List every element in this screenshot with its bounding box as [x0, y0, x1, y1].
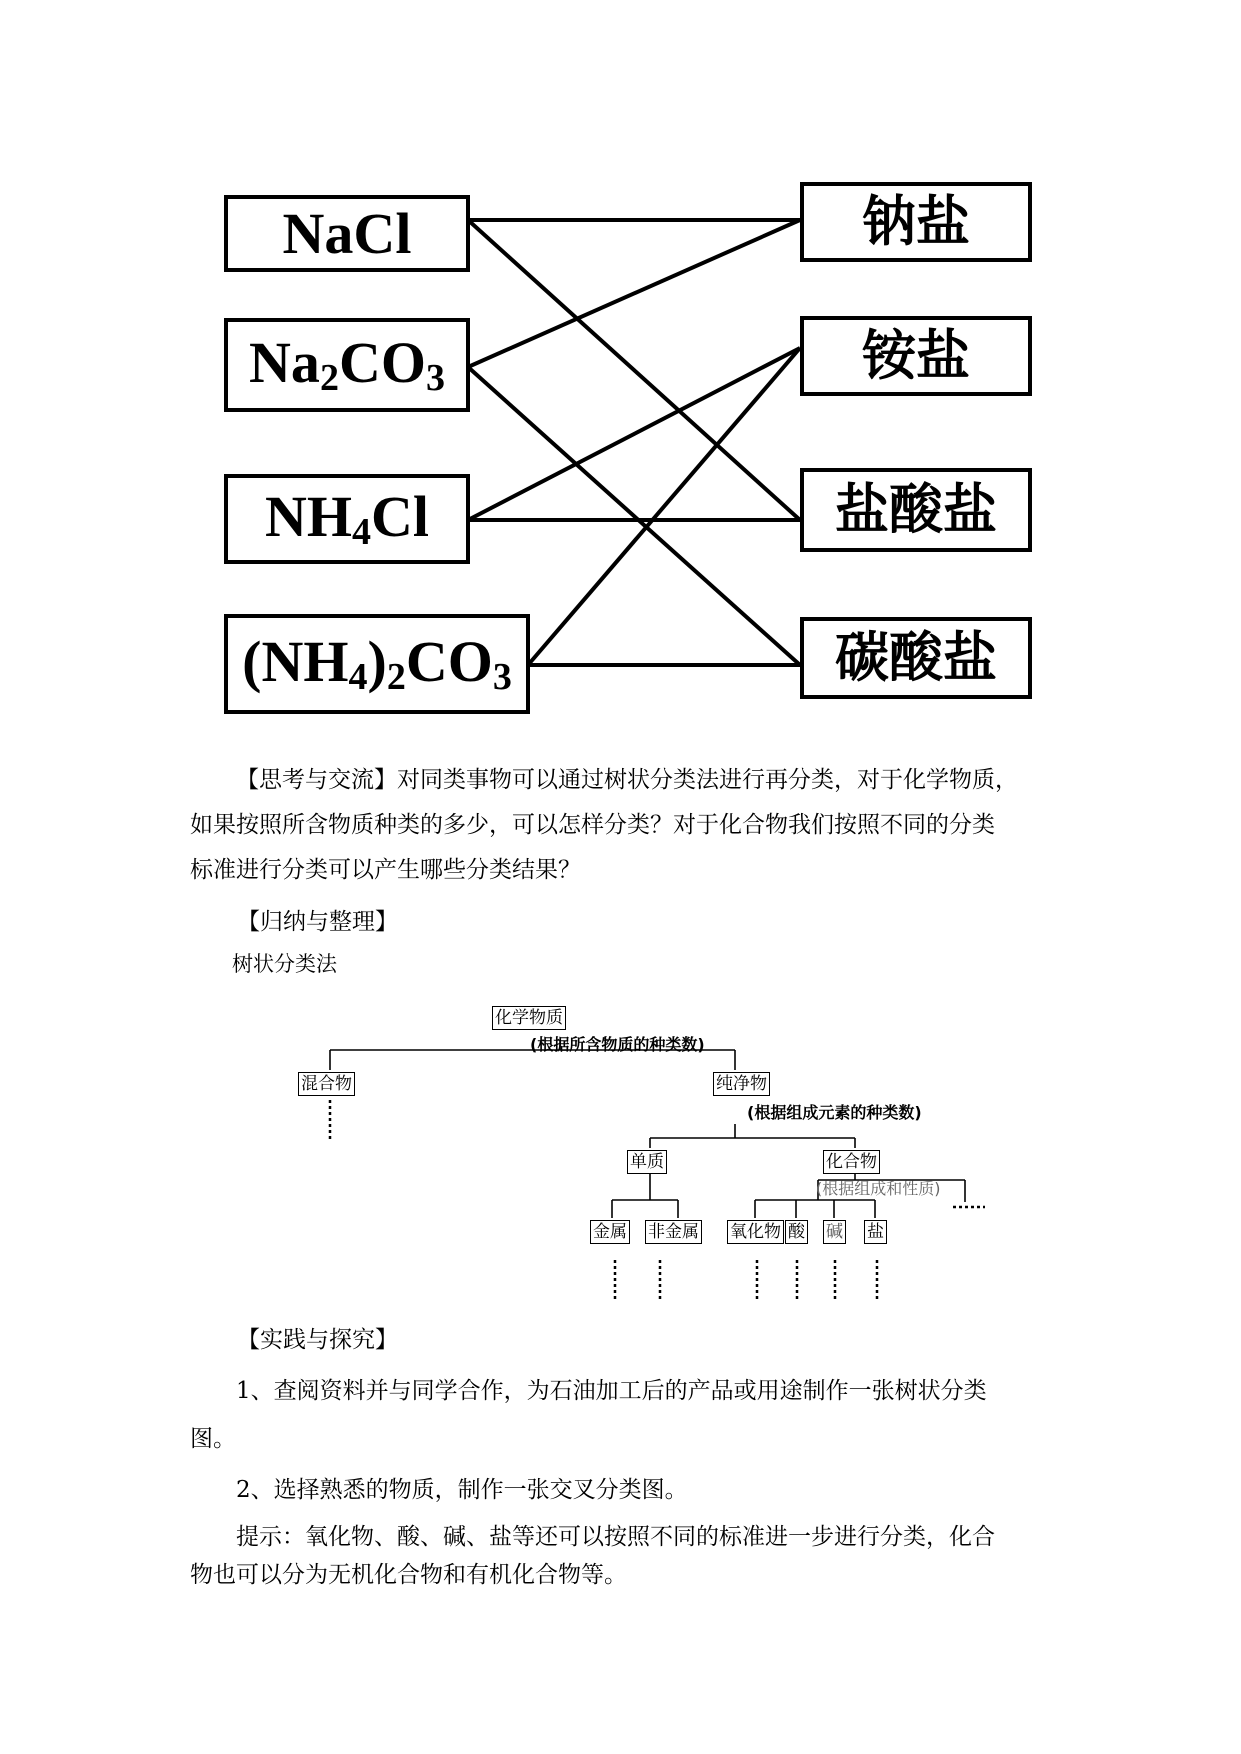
thinking-line-1: 【思考与交流】对同类事物可以通过树状分类法进行再分类，对于化学物质， [236, 767, 1018, 793]
hint-line-1: 提示：氧化物、酸、碱、盐等还可以按照不同的标准进一步进行分类，化合 [236, 1524, 995, 1550]
node-chemical-substance: 化学物质 [492, 1006, 566, 1030]
label-ammonium-salt: 铵盐 [862, 324, 970, 387]
summary-heading: 【归纳与整理】 [237, 909, 398, 935]
practice-hint [190, 1518, 1050, 1594]
node-acid: 酸 [785, 1220, 808, 1244]
practice-heading: 【实践与探究】 [237, 1327, 398, 1353]
practice-item-1-line-2: 图。 [190, 1426, 236, 1452]
formula-na2co3: $Na_2CO_3$ [249, 329, 445, 399]
node-pure-substance: 纯净物 [713, 1072, 770, 1096]
node-base: 碱 [823, 1220, 846, 1244]
practice-item-2 [190, 1468, 1050, 1513]
formula-nh4cl: $NH_4Cl$ [265, 483, 429, 553]
practice-item-1-line-1: 1、查阅资料并与同学合作，为石油加工后的产品或用途制作一张树状分类 [236, 1378, 987, 1404]
practice-item-1 [190, 1367, 1050, 1463]
node-simple-substance: 单质 [627, 1150, 667, 1174]
node-metal: 金属 [590, 1220, 630, 1244]
tree-method-label: 树状分类法 [232, 952, 337, 976]
thinking-line-3: 标准进行分类可以产生哪些分类结果？ [190, 857, 581, 883]
node-mixture: 混合物 [298, 1072, 355, 1096]
note-by-substance-count: (根据所含物质的种类数) [530, 1035, 705, 1054]
formula-nacl: NaCl [282, 200, 412, 266]
note-by-composition-properties: (根据组成和性质) [816, 1179, 941, 1198]
note-by-element-count: (根据组成元素的种类数) [747, 1103, 922, 1122]
label-hydrochloride-salt: 盐酸盐 [835, 478, 997, 541]
formula-nh42co3: $(NH_4)_2CO_3$ [242, 628, 512, 698]
label-sodium-salt: 钠盐 [862, 190, 970, 253]
node-oxide: 氧化物 [727, 1220, 784, 1244]
thinking-line-2: 如果按照所含物质种类的多少，可以怎样分类？对于化合物我们按照不同的分类 [190, 812, 995, 838]
node-nonmetal: 非金属 [645, 1220, 702, 1244]
practice-item-2-text: 2、选择熟悉的物质，制作一张交叉分类图。 [236, 1477, 688, 1503]
node-compound: 化合物 [823, 1150, 880, 1174]
node-salt: 盐 [864, 1220, 887, 1244]
label-carbonate-salt: 碳酸盐 [835, 626, 997, 689]
hint-line-2: 物也可以分为无机化合物和有机化合物等。 [190, 1562, 627, 1588]
